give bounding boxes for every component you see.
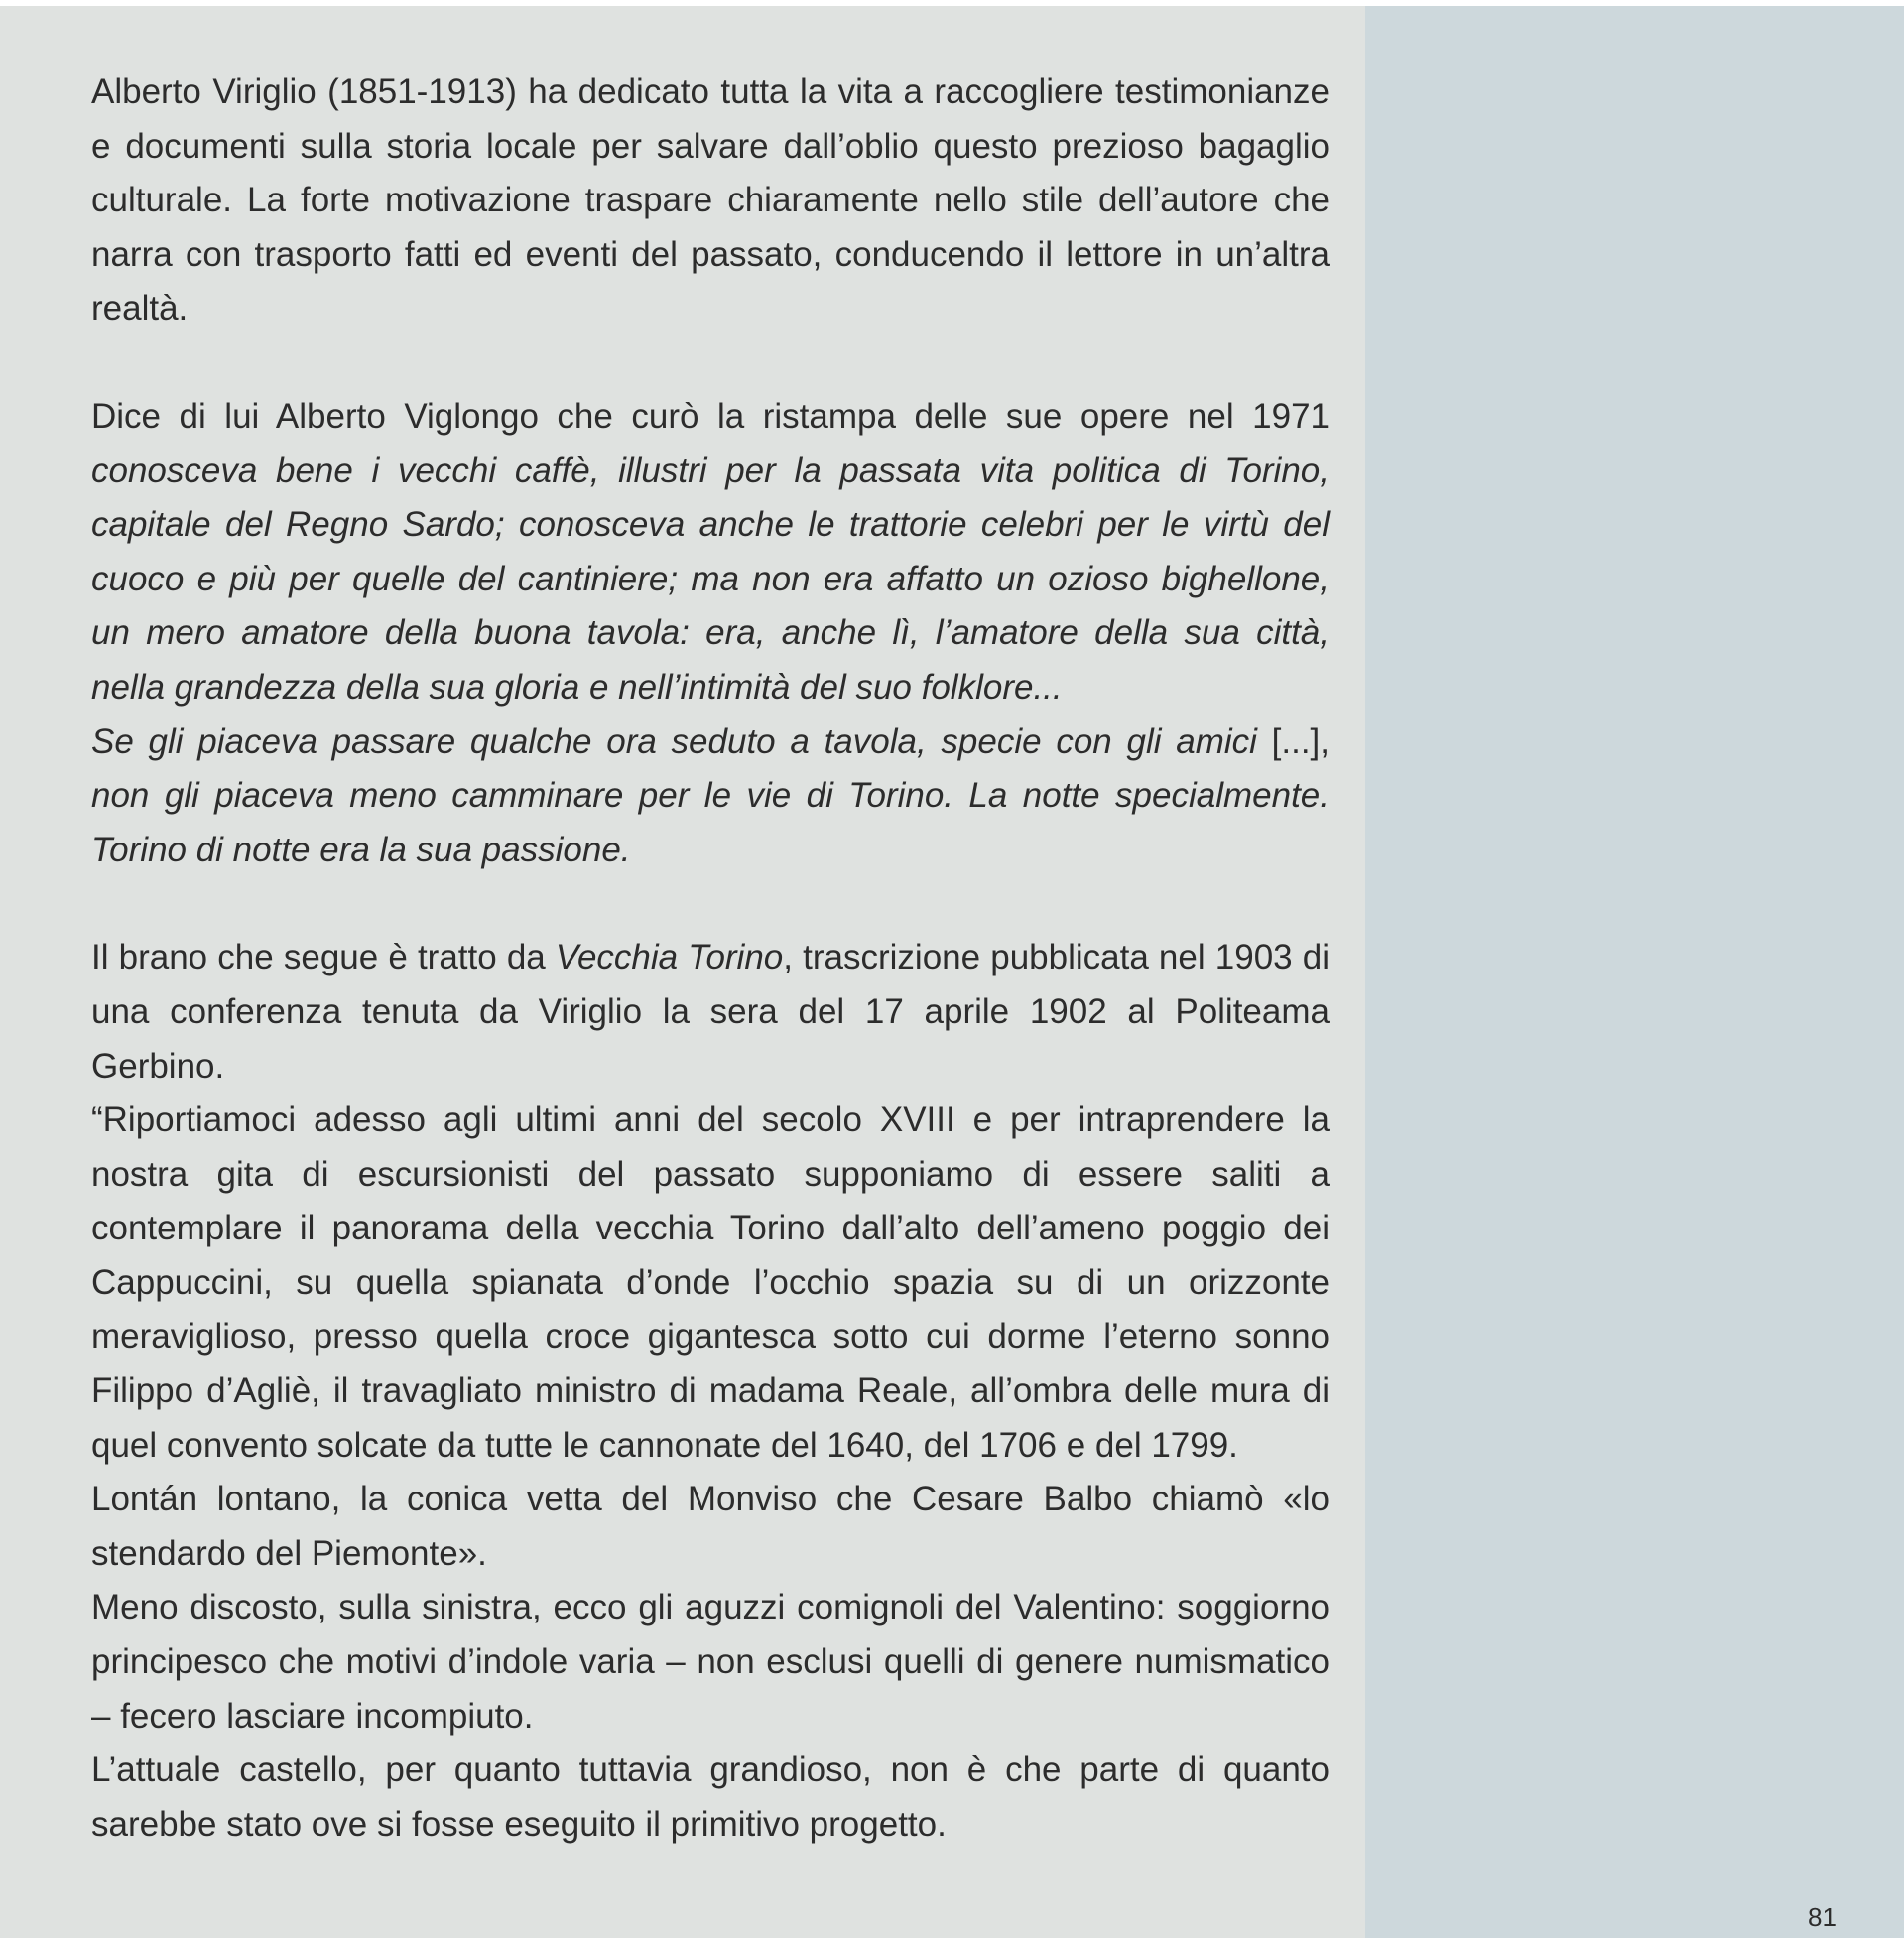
excerpt-paragraph-4: L’attuale castello, per quanto tuttavia grandioso, non è che parte di quanto sarebbe stato ove si fosse eseguito il primitivo progetto. (91, 1751, 1330, 1844)
source-a: Il brano che segue è tratto da (91, 938, 556, 977)
intro-paragraph: Alberto Viriglio (1851-1913) ha dedicato tutta la vita a raccogliere testimonianze e documenti sulla storia locale per salvare dall’oblio questo prezioso bagaglio culturale. La forte motivazione traspare chiaramente nello stile dell’autore che narra con trasporto fatti ed eventi del passato, conducendo il lettore in un’altra realtà. (91, 72, 1330, 328)
excerpt-paragraph-1: “Riportiamoci adesso agli ultimi anni del secolo XVIII e per intraprendere la nostra gita di escursionisti del passato supponiamo di essere saliti a contemplare il panorama della vecchia Torino dall’alto dell’ameno poggio dei Cappuccini, su quella spianata d’onde l’occhio spazia su di un orizzonte meraviglioso, presso quella croce gigantesca sotto cui dorme l’eterno sonno Filippo d’Agliè, il travagliato ministro di madama Reale, all’ombra delle mura di quel convento solcate da tutte le cannonate del 1640, del 1706 e del 1799. (91, 1101, 1330, 1465)
quote-2-ellipsis: [...], (1256, 721, 1330, 761)
quote-intro: Dice di lui Alberto Viglongo che curò la ristampa delle sue opere nel 1971 (91, 396, 1330, 436)
side-color-band (1365, 6, 1904, 1938)
quote-intro-paragraph (91, 390, 1330, 715)
text-column (91, 65, 1330, 1852)
excerpt-paragraph-3: Meno discosto, sulla sinistra, ecco gli aguzzi comignoli del Valentino: soggiorno principesco che motivi d’indole varia – non esclusi quelli di genere numismatico – fecero lasciare incompiuto. (91, 1588, 1330, 1736)
quote-2-paragraph (91, 715, 1330, 878)
quote-2c: non gli piaceva meno camminare per le vie di Torino. La notte specialmente. Torino di notte era la sua passione. (91, 776, 1330, 869)
page-number: 81 (1808, 1902, 1837, 1932)
source-paragraph (91, 931, 1330, 1094)
source-title: Vecchia Torino (555, 938, 784, 977)
quote-1: conosceva bene i vecchi caffè, illustri per la passata vita politica di Torino, capitale del Regno Sardo; conosceva anche le trattorie celebri per le virtù del cuoco e più per quelle del cantiniere; ma non era affatto un ozioso bighellone, un mero amatore della buona tavola: era, anche lì, l’amatore della sua città, nella grandezza della sua gloria e nell’intimità del suo folklore... (91, 451, 1330, 707)
quote-2a: Se gli piaceva passare qualche ora seduto a tavola, specie con gli amici (91, 721, 1257, 761)
excerpt-paragraph-2: Lontán lontano, la conica vetta del Monviso che Cesare Balbo chiamò «lo stendardo del Piemonte». (91, 1480, 1330, 1573)
source-b: , trascrizione pubblicata nel 1903 di una conferenza tenuta da Viriglio la sera del 17 aprile 1902 al Politeama Gerbino. (91, 938, 1331, 1086)
